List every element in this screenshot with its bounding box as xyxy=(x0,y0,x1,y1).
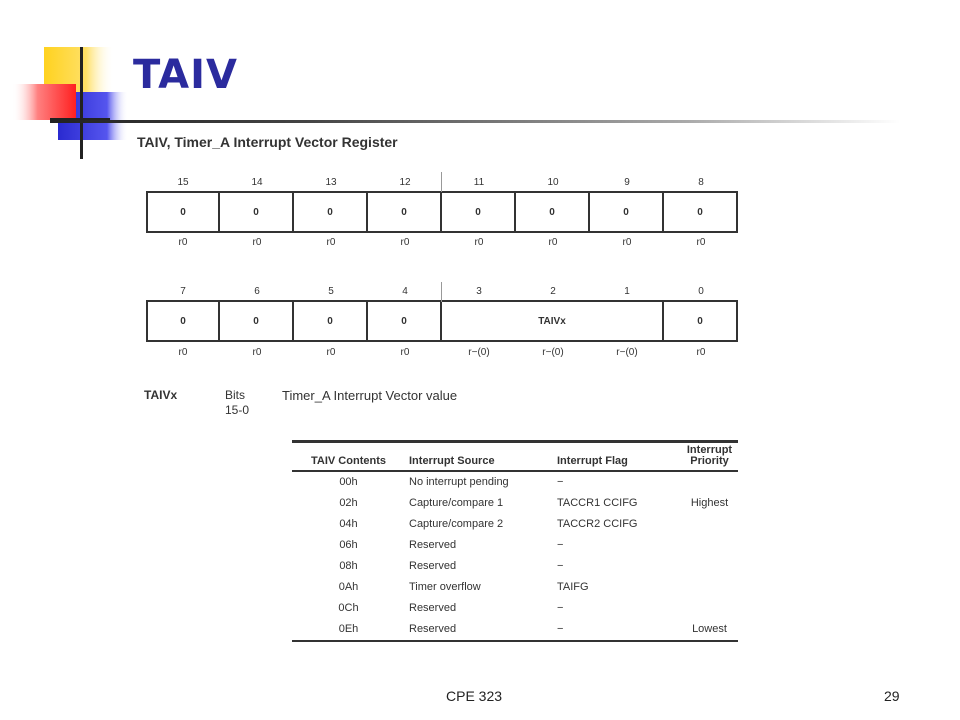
bit-number: 4 xyxy=(402,286,408,297)
register-bit-cell: 0 xyxy=(366,191,442,233)
cell-interrupt-flag: − xyxy=(557,602,564,614)
cell-taiv-contents: 08h xyxy=(339,560,358,572)
table-row xyxy=(292,556,738,577)
bit-access: r0 xyxy=(252,237,262,248)
interrupt-vector-table xyxy=(292,440,738,642)
slide-number: 29 xyxy=(884,688,900,704)
register-bit-cell: 0 xyxy=(662,300,738,342)
cell-taiv-contents: 06h xyxy=(339,539,358,551)
field-bits: Bits 15-0 xyxy=(225,388,250,417)
byte-separator xyxy=(441,172,442,192)
bit-number: 0 xyxy=(698,286,704,297)
register-bit-cell: 0 xyxy=(218,191,294,233)
register-bit-cell: 0 xyxy=(588,191,664,233)
byte-separator xyxy=(441,282,442,302)
register-bit-cell: 0 xyxy=(662,191,738,233)
bit-access: r0 xyxy=(252,347,262,358)
header-interrupt-priority: Interrupt Priority xyxy=(681,442,738,472)
table-row xyxy=(292,471,738,493)
register-bit-cell: 0 xyxy=(292,300,368,342)
bit-number: 3 xyxy=(476,286,482,297)
table-row xyxy=(292,619,738,641)
bit-access: r0 xyxy=(178,347,188,358)
bit-number: 12 xyxy=(399,177,411,188)
table-row xyxy=(292,535,738,556)
bit-access: r0 xyxy=(178,237,188,248)
bit-access: r−(0) xyxy=(616,347,638,358)
bit-access: r−(0) xyxy=(542,347,564,358)
cell-taiv-contents: 04h xyxy=(339,518,358,530)
header-interrupt-source: Interrupt Source xyxy=(405,442,553,472)
register-bit-cell: 0 xyxy=(514,191,590,233)
bit-number: 15 xyxy=(177,177,189,188)
cell-taiv-contents: 00h xyxy=(339,476,358,488)
bit-number: 10 xyxy=(547,177,559,188)
header-interrupt-flag: Interrupt Flag xyxy=(553,442,681,472)
cell-interrupt-source: Capture/compare 2 xyxy=(409,518,504,530)
cell-interrupt-source: Reserved xyxy=(409,560,457,572)
bit-access: r−(0) xyxy=(468,347,490,358)
slide-logo-icon xyxy=(0,0,130,170)
cell-interrupt-priority xyxy=(681,471,738,493)
cell-interrupt-flag: − xyxy=(553,619,681,641)
bit-number: 2 xyxy=(550,286,556,297)
cell-interrupt-source: Capture/compare 1 xyxy=(409,497,504,509)
bit-access: r0 xyxy=(326,237,336,248)
bit-access: r0 xyxy=(696,347,706,358)
register-bit-cell: 0 xyxy=(146,300,220,342)
bit-access: r0 xyxy=(474,237,484,248)
bit-access: r0 xyxy=(622,237,632,248)
cell-interrupt-flag: − xyxy=(557,539,564,551)
bit-access: r0 xyxy=(400,347,410,358)
cell-interrupt-source: Reserved xyxy=(409,539,457,551)
bit-number: 8 xyxy=(698,177,704,188)
bit-number: 13 xyxy=(325,177,337,188)
bit-access: r0 xyxy=(400,237,410,248)
register-title: TAIV, Timer_A Interrupt Vector Register xyxy=(137,134,398,150)
table-row xyxy=(292,577,738,598)
header-taiv-contents: TAIV Contents xyxy=(292,442,405,472)
bit-access: r0 xyxy=(696,237,706,248)
bit-access: r0 xyxy=(326,347,336,358)
cell-interrupt-flag: TAIFG xyxy=(557,581,589,593)
bit-number: 7 xyxy=(180,286,186,297)
cell-interrupt-flag: TACCR1 CCIFG xyxy=(557,497,638,509)
cell-interrupt-flag: TACCR2 CCIFG xyxy=(557,518,638,530)
cell-interrupt-source: Reserved xyxy=(409,602,457,614)
cell-taiv-contents: 0Eh xyxy=(292,619,405,641)
cell-interrupt-priority xyxy=(681,577,738,598)
bit-access: r0 xyxy=(548,237,558,248)
bit-number: 14 xyxy=(251,177,263,188)
cell-taiv-contents: 0Ah xyxy=(338,581,359,593)
cell-interrupt-priority xyxy=(681,514,738,535)
bit-number: 5 xyxy=(328,286,334,297)
footer-course: CPE 323 xyxy=(446,688,503,704)
cell-interrupt-flag: − xyxy=(557,476,564,488)
bit-number: 6 xyxy=(254,286,260,297)
cell-interrupt-source: Reserved xyxy=(405,619,553,641)
register-bit-cell: 0 xyxy=(146,191,220,233)
register-bit-cell: 0 xyxy=(218,300,294,342)
cell-interrupt-priority xyxy=(681,556,738,577)
cell-interrupt-priority: Highest xyxy=(690,497,729,509)
table-row xyxy=(292,493,738,514)
cell-taiv-contents: 02h xyxy=(339,497,358,509)
cell-interrupt-priority xyxy=(681,598,738,619)
bit-number: 9 xyxy=(624,177,630,188)
cell-interrupt-source: No interrupt pending xyxy=(409,476,509,488)
field-name: TAIVx xyxy=(144,388,178,402)
title-divider xyxy=(50,120,900,123)
cell-interrupt-priority: Lowest xyxy=(681,619,738,641)
cell-interrupt-source: Timer overflow xyxy=(409,581,481,593)
table-row xyxy=(292,514,738,535)
table-row xyxy=(292,598,738,619)
bit-number: 1 xyxy=(624,286,630,297)
register-bit-cell: 0 xyxy=(366,300,442,342)
table-header-row xyxy=(292,442,738,472)
cell-interrupt-flag: − xyxy=(557,560,564,572)
slide-title: TAIV xyxy=(133,52,238,98)
bit-number: 11 xyxy=(473,177,485,188)
cell-taiv-contents: 0Ch xyxy=(338,602,359,614)
field-description: Timer_A Interrupt Vector value xyxy=(282,388,458,403)
register-field-taivx: TAIVx xyxy=(440,300,664,342)
register-bit-cell: 0 xyxy=(440,191,516,233)
register-bit-cell: 0 xyxy=(292,191,368,233)
cell-interrupt-priority xyxy=(681,535,738,556)
